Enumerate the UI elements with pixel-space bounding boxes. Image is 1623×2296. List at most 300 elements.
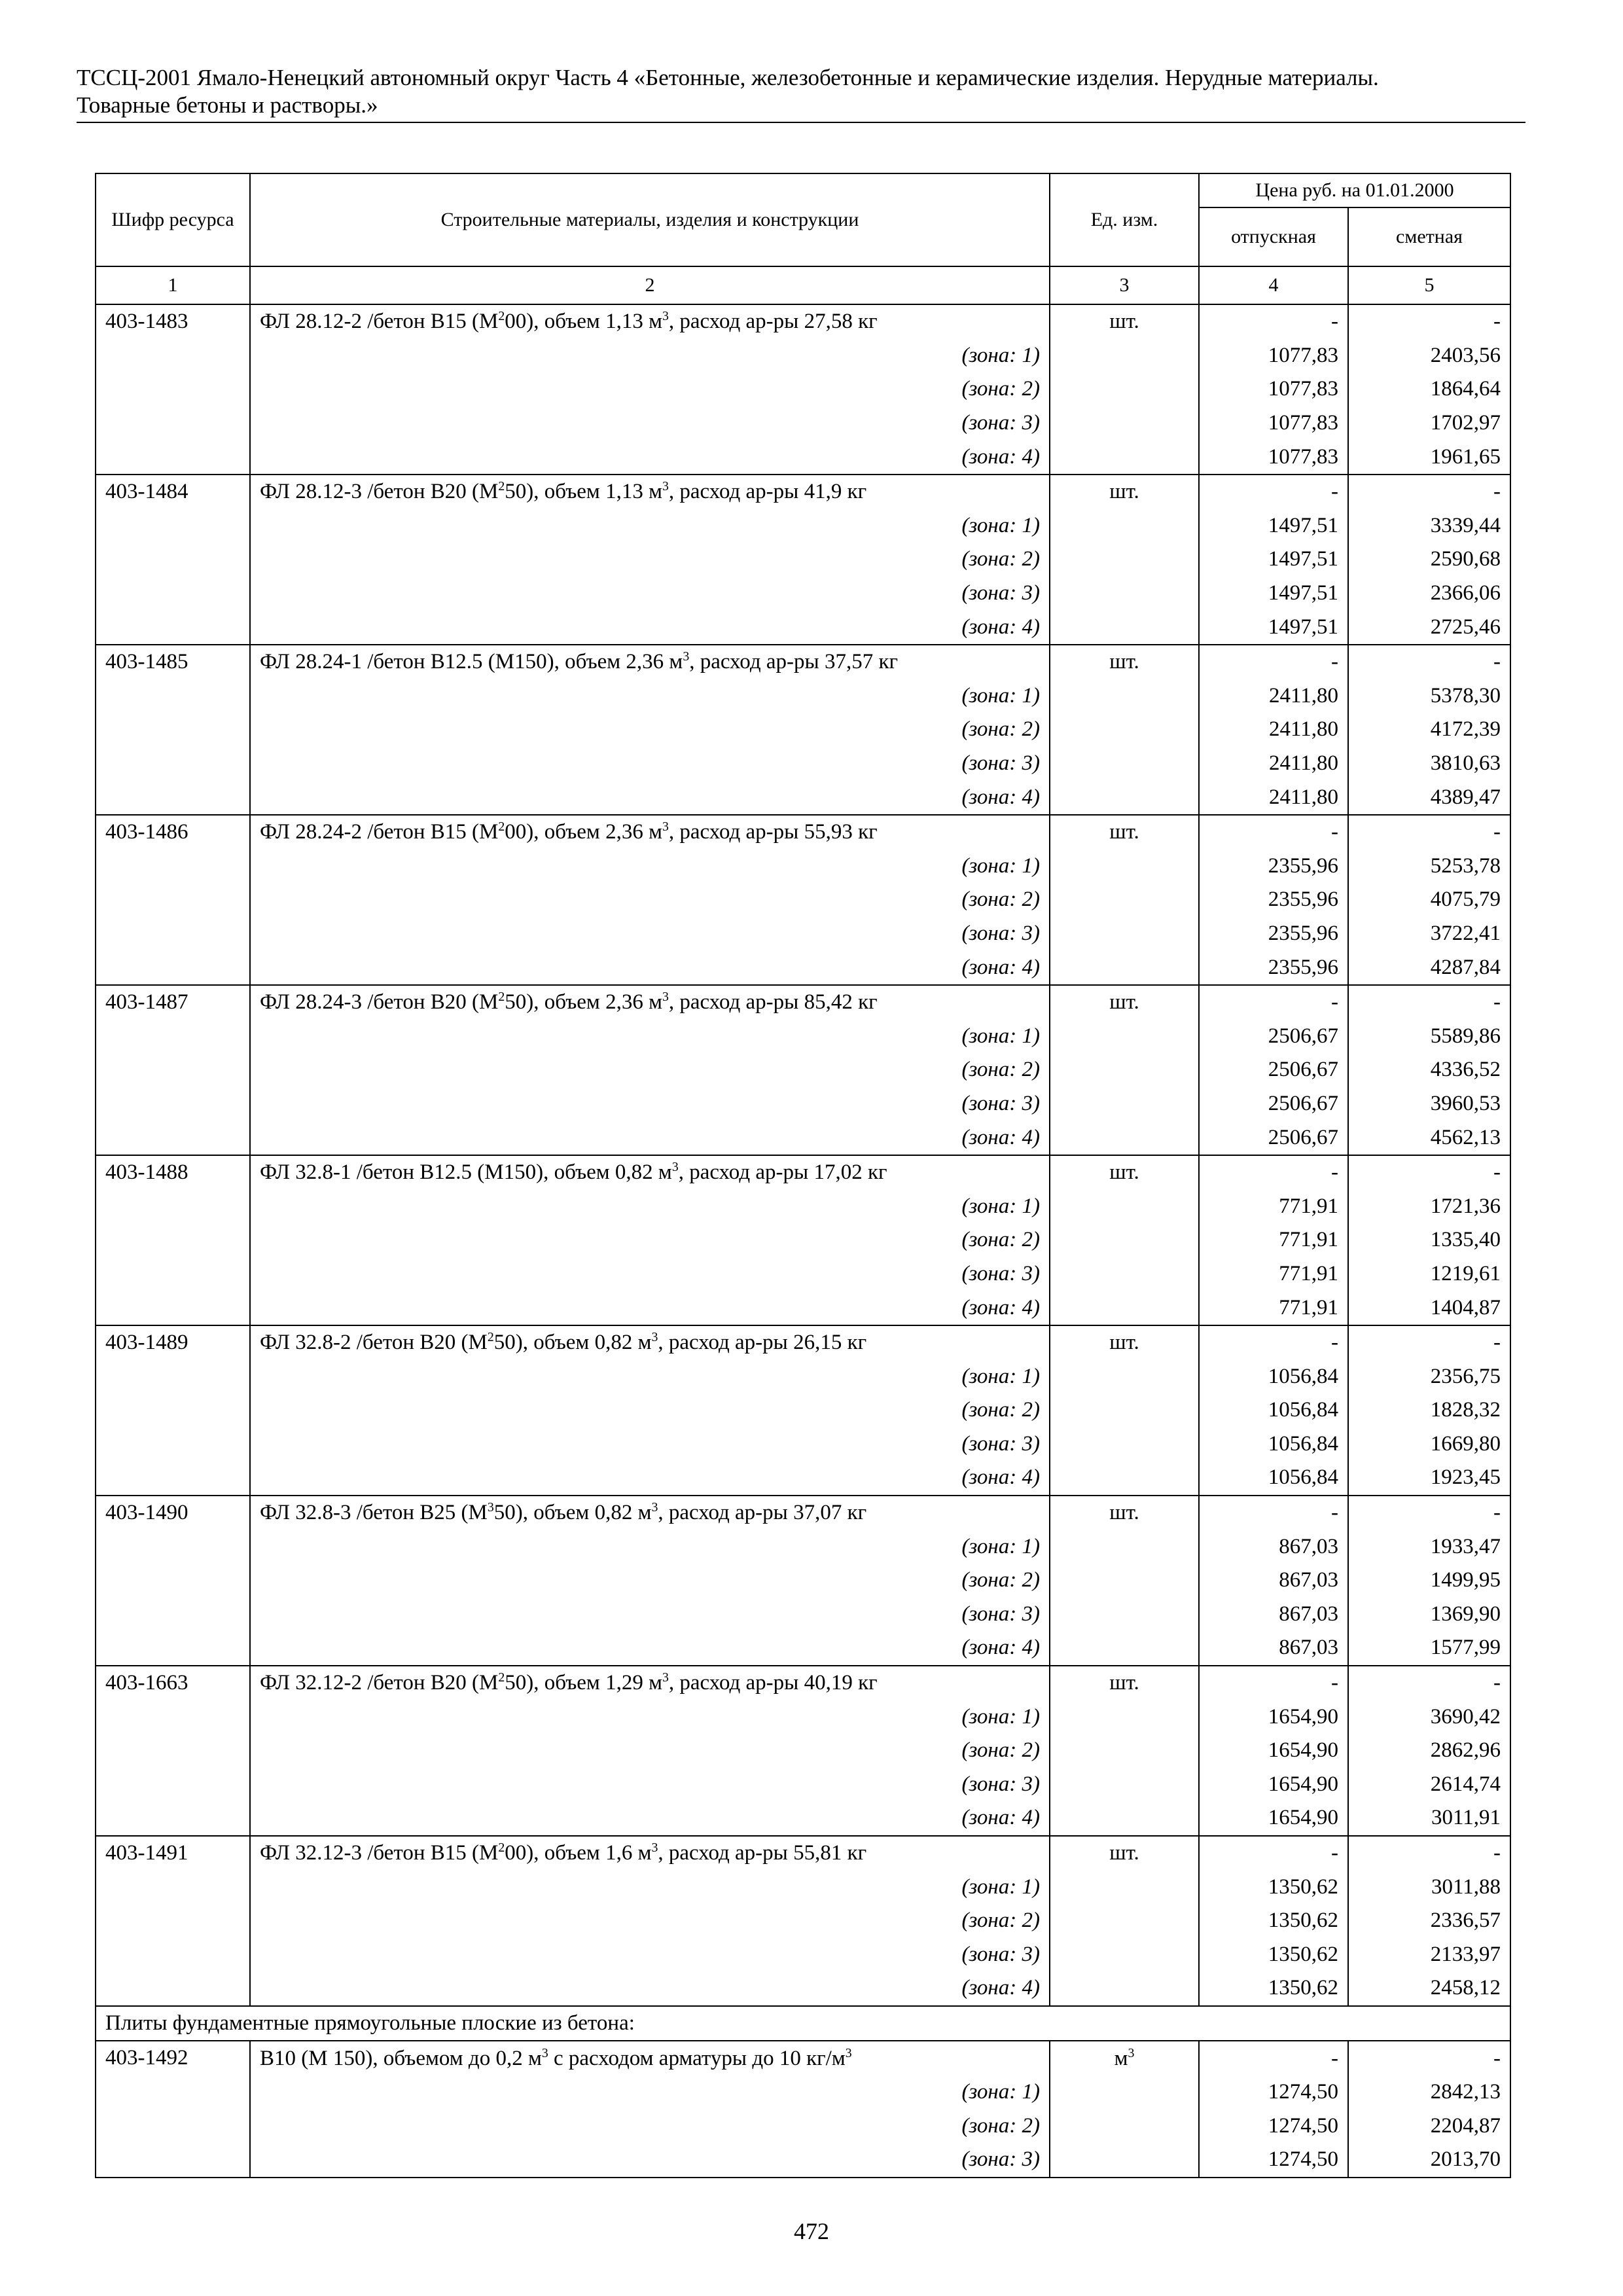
release-price: 1497,51 [1199, 543, 1348, 577]
release-price: - [1199, 1155, 1348, 1190]
zone-label: (зона: 1) [250, 1530, 1050, 1564]
zone-label: (зона: 4) [250, 610, 1050, 645]
zone-unit-blank [1050, 1530, 1199, 1564]
resource-code: 403-1491 [96, 1836, 250, 2006]
release-price: 2411,80 [1199, 713, 1348, 747]
zone-unit-blank [1050, 679, 1199, 713]
estimate-price: 1404,87 [1348, 1291, 1510, 1325]
table-row [96, 2041, 1510, 2075]
zone-row [96, 1461, 1510, 1496]
estimate-price: 2013,70 [1348, 2143, 1510, 2178]
unit-of-measure: $м^3$ [1050, 2041, 1199, 2075]
zone-row [96, 577, 1510, 611]
resource-code: 403-1484 [96, 475, 250, 645]
release-price: 771,91 [1199, 1189, 1348, 1223]
zone-row [96, 1291, 1510, 1325]
release-price: - [1199, 2041, 1348, 2075]
material-name: ФЛ 28.24-2 /бетон В15 $(М^200)$, объем 2,36 $м^3$, расход ар-ры 55,93 кг [250, 815, 1050, 850]
zone-label: (зона: 1) [250, 1189, 1050, 1223]
col-header-name: Строительные материалы, изделия и конструкции [250, 173, 1050, 266]
table-row [96, 1325, 1510, 1360]
zone-label: (зона: 4) [250, 780, 1050, 815]
release-price: - [1199, 645, 1348, 679]
table-row [96, 1155, 1510, 1190]
release-price: 867,03 [1199, 1564, 1348, 1598]
zone-label: (зона: 3) [250, 2143, 1050, 2178]
zone-unit-blank [1050, 1734, 1199, 1768]
unit-of-measure: шт. [1050, 1836, 1199, 1871]
resource-code: 403-1483 [96, 304, 250, 475]
unit-of-measure: шт. [1050, 1325, 1199, 1360]
zone-label: (зона: 2) [250, 2109, 1050, 2143]
zone-unit-blank [1050, 1461, 1199, 1496]
zone-unit-blank [1050, 1801, 1199, 1836]
zone-unit-blank [1050, 1427, 1199, 1462]
zone-unit-blank [1050, 747, 1199, 781]
zone-unit-blank [1050, 1087, 1199, 1121]
zone-label: (зона: 1) [250, 679, 1050, 713]
zone-row [96, 1734, 1510, 1768]
zone-row [96, 1870, 1510, 1904]
table-body [96, 304, 1510, 2178]
estimate-price: 3722,41 [1348, 917, 1510, 951]
zone-label: (зона: 1) [250, 1700, 1050, 1734]
zone-row [96, 372, 1510, 406]
resource-code: 403-1489 [96, 1325, 250, 1496]
col-number: 5 [1348, 266, 1510, 304]
release-price: 1274,50 [1199, 2143, 1348, 2178]
zone-unit-blank [1050, 1359, 1199, 1393]
estimate-price: - [1348, 1496, 1510, 1530]
estimate-price: 2403,56 [1348, 339, 1510, 373]
estimate-price: 4075,79 [1348, 883, 1510, 917]
estimate-price: 1721,36 [1348, 1189, 1510, 1223]
zone-label: (зона: 3) [250, 1768, 1050, 1802]
estimate-price: 1369,90 [1348, 1598, 1510, 1632]
col-number: 2 [250, 266, 1050, 304]
zone-label: (зона: 2) [250, 1734, 1050, 1768]
table-row [96, 304, 1510, 339]
estimate-price: 1702,97 [1348, 406, 1510, 440]
unit-of-measure: шт. [1050, 1496, 1199, 1530]
zone-unit-blank [1050, 1393, 1199, 1427]
unit-of-measure: шт. [1050, 1666, 1199, 1700]
zone-row [96, 1631, 1510, 1666]
zone-row [96, 1359, 1510, 1393]
page-number: 472 [794, 2218, 829, 2244]
release-price: - [1199, 1496, 1348, 1530]
zone-label: (зона: 4) [250, 1291, 1050, 1325]
unit-of-measure: шт. [1050, 985, 1199, 1020]
page-header [77, 64, 1523, 119]
zone-label: (зона: 4) [250, 950, 1050, 985]
release-price: - [1199, 1325, 1348, 1360]
unit-of-measure: шт. [1050, 304, 1199, 339]
estimate-price: 3690,42 [1348, 1700, 1510, 1734]
zone-label: (зона: 3) [250, 1257, 1050, 1291]
release-price: 1056,84 [1199, 1427, 1348, 1462]
estimate-price: - [1348, 1666, 1510, 1700]
estimate-price: 5589,86 [1348, 1019, 1510, 1053]
zone-row [96, 1904, 1510, 1938]
zone-row [96, 610, 1510, 645]
zone-unit-blank [1050, 372, 1199, 406]
estimate-price: - [1348, 304, 1510, 339]
release-price: 2355,96 [1199, 950, 1348, 985]
estimate-price: 1961,65 [1348, 440, 1510, 475]
estimate-price: 4389,47 [1348, 780, 1510, 815]
zone-row [96, 1019, 1510, 1053]
zone-label: (зона: 4) [250, 1461, 1050, 1496]
release-price: 2506,67 [1199, 1053, 1348, 1087]
zone-label: (зона: 4) [250, 1971, 1050, 2006]
col-header-unit: Ед. изм. [1050, 173, 1199, 266]
estimate-price: 2204,87 [1348, 2109, 1510, 2143]
resource-code: 403-1487 [96, 985, 250, 1155]
material-name: ФЛ 32.12-2 /бетон В20 $(М^250)$, объем 1,29 $м^3$, расход ар-ры 40,19 кг [250, 1666, 1050, 1700]
release-price: 771,91 [1199, 1291, 1348, 1325]
material-name: ФЛ 32.8-3 /бетон В25 $(М^350)$, объем 0,82 $м^3$, расход ар-ры 37,07 кг [250, 1496, 1050, 1530]
zone-row [96, 1971, 1510, 2006]
zone-label: (зона: 2) [250, 1223, 1050, 1257]
zone-unit-blank [1050, 713, 1199, 747]
zone-row [96, 1393, 1510, 1427]
estimate-price: 1669,80 [1348, 1427, 1510, 1462]
release-price: 1654,90 [1199, 1768, 1348, 1802]
zone-label: (зона: 1) [250, 339, 1050, 373]
release-price: 1056,84 [1199, 1461, 1348, 1496]
zone-label: (зона: 1) [250, 1359, 1050, 1393]
zone-label: (зона: 2) [250, 1393, 1050, 1427]
material-name: ФЛ 32.8-1 /бетон В12.5 (М150), объем 0,82 $м^3$, расход ар-ры 17,02 кг [250, 1155, 1050, 1190]
release-price: 867,03 [1199, 1598, 1348, 1632]
estimate-price: 2725,46 [1348, 610, 1510, 645]
zone-row [96, 509, 1510, 543]
estimate-price: 5253,78 [1348, 850, 1510, 884]
section-title: Плиты фундаментные прямоугольные плоские из бетона: [96, 2006, 1510, 2041]
zone-unit-blank [1050, 1189, 1199, 1223]
zone-row [96, 850, 1510, 884]
zone-label: (зона: 4) [250, 1631, 1050, 1666]
release-price: 1497,51 [1199, 509, 1348, 543]
zone-row [96, 1768, 1510, 1802]
zone-label: (зона: 4) [250, 440, 1050, 475]
estimate-price: 3011,88 [1348, 1870, 1510, 1904]
estimate-price: - [1348, 1155, 1510, 1190]
release-price: 2411,80 [1199, 780, 1348, 815]
zone-unit-blank [1050, 780, 1199, 815]
release-price: 1056,84 [1199, 1393, 1348, 1427]
zone-unit-blank [1050, 1768, 1199, 1802]
zone-label: (зона: 2) [250, 372, 1050, 406]
zone-label: (зона: 2) [250, 713, 1050, 747]
zone-unit-blank [1050, 440, 1199, 475]
zone-row [96, 780, 1510, 815]
zone-label: (зона: 2) [250, 1053, 1050, 1087]
zone-unit-blank [1050, 1870, 1199, 1904]
zone-row [96, 2075, 1510, 2109]
estimate-price: 2458,12 [1348, 1971, 1510, 2006]
zone-row [96, 1801, 1510, 1836]
header-rule [77, 122, 1525, 123]
release-price: 771,91 [1199, 1223, 1348, 1257]
zone-unit-blank [1050, 1121, 1199, 1155]
estimate-price: 3011,91 [1348, 1801, 1510, 1836]
release-price: - [1199, 815, 1348, 850]
estimate-price: 3960,53 [1348, 1087, 1510, 1121]
estimate-price: 4287,84 [1348, 950, 1510, 985]
estimate-price: - [1348, 1325, 1510, 1360]
resource-code: 403-1488 [96, 1155, 250, 1325]
zone-unit-blank [1050, 577, 1199, 611]
estimate-price: 1828,32 [1348, 1393, 1510, 1427]
zone-unit-blank [1050, 950, 1199, 985]
material-name: В10 (М 150), объемом до 0,2 $м^3$ с расходом арматуры до 10 $кг/м^3$ [250, 2041, 1050, 2075]
unit-of-measure: шт. [1050, 645, 1199, 679]
zone-unit-blank [1050, 1598, 1199, 1632]
estimate-price: 2336,57 [1348, 1904, 1510, 1938]
table-row [96, 985, 1510, 1020]
release-price: 1497,51 [1199, 577, 1348, 611]
estimate-price: 1577,99 [1348, 1631, 1510, 1666]
release-price: 2411,80 [1199, 679, 1348, 713]
zone-row [96, 1700, 1510, 1734]
zone-unit-blank [1050, 1971, 1199, 2006]
zone-label: (зона: 3) [250, 1938, 1050, 1972]
table-row [96, 1666, 1510, 1700]
release-price: 2355,96 [1199, 883, 1348, 917]
zone-row [96, 1598, 1510, 1632]
estimate-price: 2862,96 [1348, 1734, 1510, 1768]
estimate-price: 2614,74 [1348, 1768, 1510, 1802]
release-price: 2506,67 [1199, 1087, 1348, 1121]
col-header-release: отпускная [1199, 207, 1348, 266]
estimate-price: 2842,13 [1348, 2075, 1510, 2109]
material-name: ФЛ 32.8-2 /бетон В20 $(М^250)$, объем 0,82 $м^3$, расход ар-ры 26,15 кг [250, 1325, 1050, 1360]
zone-unit-blank [1050, 509, 1199, 543]
zone-row [96, 1121, 1510, 1155]
col-header-code: Шифр ресурса [96, 173, 250, 266]
zone-label: (зона: 4) [250, 1121, 1050, 1155]
table-row [96, 475, 1510, 509]
zone-label: (зона: 4) [250, 1801, 1050, 1836]
release-price: 1654,90 [1199, 1700, 1348, 1734]
zone-row [96, 679, 1510, 713]
release-price: 1350,62 [1199, 1971, 1348, 2006]
zone-label: (зона: 2) [250, 543, 1050, 577]
zone-label: (зона: 3) [250, 406, 1050, 440]
zone-row [96, 1223, 1510, 1257]
zone-row [96, 1938, 1510, 1972]
release-price: 867,03 [1199, 1631, 1348, 1666]
release-price: 1350,62 [1199, 1938, 1348, 1972]
resource-code: 403-1490 [96, 1496, 250, 1666]
estimate-price: 4172,39 [1348, 713, 1510, 747]
estimate-price: 2133,97 [1348, 1938, 1510, 1972]
zone-unit-blank [1050, 917, 1199, 951]
zone-unit-blank [1050, 2075, 1199, 2109]
zone-unit-blank [1050, 1938, 1199, 1972]
zone-unit-blank [1050, 610, 1199, 645]
release-price: 1654,90 [1199, 1734, 1348, 1768]
zone-label: (зона: 3) [250, 747, 1050, 781]
zone-label: (зона: 3) [250, 1087, 1050, 1121]
section-row [96, 2006, 1510, 2041]
release-price: 1077,83 [1199, 406, 1348, 440]
estimate-price: 4562,13 [1348, 1121, 1510, 1155]
zone-row [96, 440, 1510, 475]
zone-unit-blank [1050, 850, 1199, 884]
estimate-price: 1335,40 [1348, 1223, 1510, 1257]
release-price: 867,03 [1199, 1530, 1348, 1564]
header-line-1: ТССЦ-2001 Ямало-Ненецкий автономный округ Часть 4 «Бетонные, железобетонные и керамические изделия. Нерудные материалы. [77, 65, 1379, 90]
col-number: 4 [1199, 266, 1348, 304]
zone-row [96, 950, 1510, 985]
zone-row [96, 713, 1510, 747]
release-price: 1077,83 [1199, 372, 1348, 406]
zone-unit-blank [1050, 1019, 1199, 1053]
zone-unit-blank [1050, 1700, 1199, 1734]
zone-row [96, 2109, 1510, 2143]
release-price: 1077,83 [1199, 440, 1348, 475]
zone-unit-blank [1050, 1257, 1199, 1291]
estimate-price: 4336,52 [1348, 1053, 1510, 1087]
col-header-estimate: сметная [1348, 207, 1510, 266]
release-price: 1497,51 [1199, 610, 1348, 645]
estimate-price: 1499,95 [1348, 1564, 1510, 1598]
table-row [96, 645, 1510, 679]
table-row [96, 815, 1510, 850]
release-price: 2506,67 [1199, 1121, 1348, 1155]
zone-row [96, 747, 1510, 781]
release-price: 771,91 [1199, 1257, 1348, 1291]
release-price: 2355,96 [1199, 917, 1348, 951]
zone-row [96, 2143, 1510, 2178]
zone-unit-blank [1050, 1904, 1199, 1938]
zone-label: (зона: 1) [250, 2075, 1050, 2109]
zone-unit-blank [1050, 406, 1199, 440]
zone-label: (зона: 3) [250, 1598, 1050, 1632]
zone-unit-blank [1050, 883, 1199, 917]
zone-unit-blank [1050, 1631, 1199, 1666]
header-line-2: Товарные бетоны и растворы.» [77, 92, 378, 118]
col-header-price-group: Цена руб. на 01.01.2000 [1199, 173, 1510, 207]
zone-unit-blank [1050, 1053, 1199, 1087]
unit-of-measure: шт. [1050, 475, 1199, 509]
material-name: ФЛ 32.12-3 /бетон В15 $(М^200)$, объем 1,6 $м^3$, расход ар-ры 55,81 кг [250, 1836, 1050, 1871]
material-name: ФЛ 28.12-3 /бетон В20 $(М^250)$, объем 1,13 $м^3$, расход ар-ры 41,9 кг [250, 475, 1050, 509]
release-price: - [1199, 1666, 1348, 1700]
release-price: - [1199, 1836, 1348, 1871]
unit-of-measure: шт. [1050, 1155, 1199, 1190]
estimate-price: - [1348, 475, 1510, 509]
zone-label: (зона: 1) [250, 1870, 1050, 1904]
zone-row [96, 1257, 1510, 1291]
estimate-price: - [1348, 2041, 1510, 2075]
estimate-price: - [1348, 815, 1510, 850]
estimate-price: 3339,44 [1348, 509, 1510, 543]
zone-unit-blank [1050, 1223, 1199, 1257]
estimate-price: 1933,47 [1348, 1530, 1510, 1564]
zone-unit-blank [1050, 543, 1199, 577]
release-price: 2355,96 [1199, 850, 1348, 884]
table-head [96, 173, 1510, 304]
estimate-price: 1219,61 [1348, 1257, 1510, 1291]
resource-code: 403-1663 [96, 1666, 250, 1836]
zone-unit-blank [1050, 1564, 1199, 1598]
unit-of-measure: шт. [1050, 815, 1199, 850]
material-name: ФЛ 28.24-1 /бетон В12.5 (М150), объем 2,36 $м^3$, расход ар-ры 37,57 кг [250, 645, 1050, 679]
zone-label: (зона: 1) [250, 1019, 1050, 1053]
zone-unit-blank [1050, 1291, 1199, 1325]
material-name: ФЛ 28.24-3 /бетон В20 $(М^250)$, объем 2,36 $м^3$, расход ар-ры 85,42 кг [250, 985, 1050, 1020]
estimate-price: 2366,06 [1348, 577, 1510, 611]
zone-row [96, 883, 1510, 917]
resource-code: 403-1486 [96, 815, 250, 985]
zone-row [96, 1087, 1510, 1121]
release-price: 1654,90 [1199, 1801, 1348, 1836]
release-price: - [1199, 304, 1348, 339]
table-row [96, 1496, 1510, 1530]
release-price: 2411,80 [1199, 747, 1348, 781]
estimate-price: 1923,45 [1348, 1461, 1510, 1496]
zone-unit-blank [1050, 2143, 1199, 2178]
zone-unit-blank [1050, 339, 1199, 373]
zone-label: (зона: 2) [250, 883, 1050, 917]
release-price: 1274,50 [1199, 2075, 1348, 2109]
release-price: 1077,83 [1199, 339, 1348, 373]
col-number: 1 [96, 266, 250, 304]
resource-code: 403-1485 [96, 645, 250, 815]
zone-label: (зона: 3) [250, 917, 1050, 951]
estimate-price: - [1348, 645, 1510, 679]
estimate-price: - [1348, 1836, 1510, 1871]
release-price: 1274,50 [1199, 2109, 1348, 2143]
release-price: 2506,67 [1199, 1019, 1348, 1053]
zone-row [96, 339, 1510, 373]
resource-code: 403-1492 [96, 2041, 250, 2177]
release-price: 1350,62 [1199, 1904, 1348, 1938]
zone-label: (зона: 3) [250, 1427, 1050, 1462]
estimate-price: 2356,75 [1348, 1359, 1510, 1393]
col-number: 3 [1050, 266, 1199, 304]
zone-row [96, 1564, 1510, 1598]
release-price: - [1199, 475, 1348, 509]
table-row [96, 1836, 1510, 1871]
zone-row [96, 1189, 1510, 1223]
estimate-price: 3810,63 [1348, 747, 1510, 781]
material-name: ФЛ 28.12-2 /бетон В15 $(М^200)$, объем 1,13 $м^3$, расход ар-ры 27,58 кг [250, 304, 1050, 339]
price-table [95, 173, 1511, 2178]
estimate-price: 2590,68 [1348, 543, 1510, 577]
zone-label: (зона: 1) [250, 850, 1050, 884]
zone-label: (зона: 2) [250, 1564, 1050, 1598]
zone-label: (зона: 3) [250, 577, 1050, 611]
zone-row [96, 917, 1510, 951]
zone-row [96, 1427, 1510, 1462]
estimate-price: 1864,64 [1348, 372, 1510, 406]
zone-row [96, 406, 1510, 440]
zone-row [96, 543, 1510, 577]
release-price: 1056,84 [1199, 1359, 1348, 1393]
zone-row [96, 1053, 1510, 1087]
estimate-price: - [1348, 985, 1510, 1020]
release-price: - [1199, 985, 1348, 1020]
zone-label: (зона: 2) [250, 1904, 1050, 1938]
zone-label: (зона: 1) [250, 509, 1050, 543]
release-price: 1350,62 [1199, 1870, 1348, 1904]
estimate-price: 5378,30 [1348, 679, 1510, 713]
